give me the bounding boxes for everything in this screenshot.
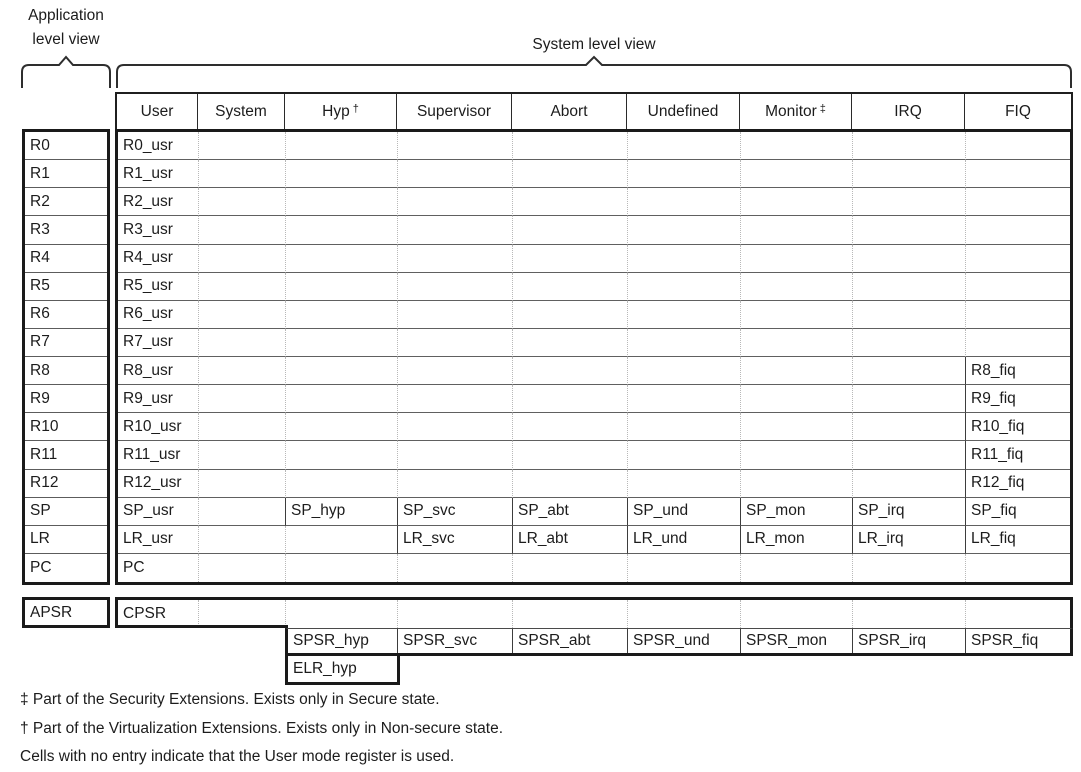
application-level-view-label [10,4,122,52]
register-cell-sp_irq: SP_irq [852,498,965,526]
empty-cell [397,245,512,273]
empty-cell [512,273,627,301]
column-header-monitor: Monitor ‡ [739,94,851,129]
empty-cell [198,441,285,469]
app-register-r11: R11 [25,441,107,469]
elr-hyp-box: ELR_hyp [285,656,400,685]
empty-cell [965,600,1070,628]
empty-cell [198,273,285,301]
empty-cell [285,357,397,385]
empty-cell [740,301,852,329]
empty-cell [198,216,285,244]
register-cell-r5_usr: R5_usr [118,273,198,301]
footnote-marker: † [352,102,359,115]
register-cell-r9_fiq: R9_fiq [965,385,1070,413]
empty-cell [740,160,852,188]
cpsr-bottom-border [115,625,288,628]
empty-cell [198,413,285,441]
mode-header-row [115,92,1073,129]
register-cell-sp_abt: SP_abt [512,498,627,526]
empty-cell [740,188,852,216]
empty-cell [852,273,965,301]
empty-cell [627,273,740,301]
empty-cell [852,357,965,385]
empty-cell [512,600,627,628]
apsr-box: APSR [22,597,110,628]
empty-cell [852,441,965,469]
empty-cell [397,301,512,329]
banked-register-grid [115,129,1073,585]
empty-cell [965,329,1070,357]
register-cell-sp_und: SP_und [627,498,740,526]
register-cell-r11_usr: R11_usr [118,441,198,469]
app-register-r7: R7 [25,329,107,357]
empty-cell [740,132,852,160]
empty-cell [965,216,1070,244]
empty-cell [627,554,740,582]
empty-cell [627,301,740,329]
register-cell-r10_usr: R10_usr [118,413,198,441]
empty-cell [198,245,285,273]
column-header-abort: Abort [511,94,626,129]
app-register-r4: R4 [25,245,107,273]
app-register-r10: R10 [25,413,107,441]
empty-cell [198,600,285,628]
empty-cell [512,216,627,244]
empty-cell [852,554,965,582]
empty-cell [285,329,397,357]
empty-cell [852,385,965,413]
empty-cell [740,470,852,498]
empty-cell [397,600,512,628]
empty-cell [965,132,1070,160]
empty-cell [512,160,627,188]
empty-cell [285,385,397,413]
empty-cell [512,357,627,385]
empty-cell [627,600,740,628]
empty-cell [627,188,740,216]
empty-cell [397,329,512,357]
app-register-column [22,129,110,585]
register-cell-r6_usr: R6_usr [118,301,198,329]
empty-cell [285,245,397,273]
empty-cell [627,132,740,160]
footnote-security-extensions: ‡ Part of the Security Extensions. Exists only in Secure state. [20,691,440,708]
empty-cell [198,160,285,188]
empty-cell [198,357,285,385]
empty-cell [512,441,627,469]
column-header-system: System [197,94,284,129]
empty-cell [512,245,627,273]
register-cell-r8_usr: R8_usr [118,357,198,385]
empty-cell [852,301,965,329]
empty-cell [285,301,397,329]
empty-cell [198,188,285,216]
footnote-marker: ‡ [819,102,826,115]
register-cell-r2_usr: R2_usr [118,188,198,216]
system-view-brace [115,55,1073,89]
register-cell-r1_usr: R1_usr [118,160,198,188]
empty-cell [965,245,1070,273]
app-register-r12: R12 [25,470,107,498]
empty-cell [285,273,397,301]
system-level-view-label: System level view [532,36,656,53]
register-cell-sp_svc: SP_svc [397,498,512,526]
empty-cell [627,441,740,469]
register-cell-lr_abt: LR_abt [512,526,627,554]
empty-cell [397,413,512,441]
empty-cell [285,216,397,244]
empty-cell [198,554,285,582]
register-cell-spsr_und: SPSR_und [627,629,740,653]
empty-cell [852,188,965,216]
register-cell-sp_fiq: SP_fiq [965,498,1070,526]
app-register-lr: LR [25,526,107,554]
app-register-pc: PC [30,558,52,576]
empty-cell [285,600,397,628]
register-cell-r12_fiq: R12_fiq [965,470,1070,498]
empty-cell [285,470,397,498]
empty-cell [397,554,512,582]
application-view-brace [20,55,112,89]
empty-cell [285,554,397,582]
empty-cell [512,385,627,413]
app-register-r6: R6 [25,301,107,329]
cpsr-row [115,597,1073,628]
empty-cell [627,329,740,357]
empty-cell [740,245,852,273]
empty-cell [740,441,852,469]
register-cell-r12_usr: R12_usr [118,470,198,498]
register-cell-lr_fiq: LR_fiq [965,526,1070,554]
column-header-fiq: FIQ [964,94,1071,129]
register-cell-r4_usr: R4_usr [118,245,198,273]
empty-cell [198,132,285,160]
register-cell-sp_hyp: SP_hyp [285,498,397,526]
empty-cell [852,245,965,273]
empty-cell [198,301,285,329]
register-cell-spsr_hyp: SPSR_hyp [293,632,369,649]
spsr-row [285,628,1073,656]
empty-cell [285,132,397,160]
empty-cell [852,160,965,188]
empty-cell [852,470,965,498]
app-register-r9: R9 [25,385,107,413]
empty-cell [965,160,1070,188]
register-cell-spsr_abt: SPSR_abt [512,629,627,653]
empty-cell [512,132,627,160]
empty-cell [852,413,965,441]
empty-cell [627,470,740,498]
empty-cell [965,301,1070,329]
empty-cell [852,132,965,160]
empty-cell [627,160,740,188]
empty-cell [740,600,852,628]
register-cell-lr_mon: LR_mon [740,526,852,554]
register-cell-spsr_svc: SPSR_svc [397,629,512,653]
empty-cell [285,526,397,554]
empty-cell [397,385,512,413]
empty-cell [740,357,852,385]
empty-cell [627,245,740,273]
app-register-r3: R3 [25,216,107,244]
app-register-sp: SP [25,498,107,526]
empty-cell [852,216,965,244]
empty-cell [965,188,1070,216]
register-cell-lr_svc: LR_svc [397,526,512,554]
empty-cell [397,441,512,469]
register-cell-sp_usr: SP_usr [118,498,198,526]
empty-cell [740,273,852,301]
register-cell-r11_fiq: R11_fiq [965,441,1070,469]
empty-cell [740,329,852,357]
empty-cell [627,357,740,385]
empty-cell [740,216,852,244]
empty-cell [512,329,627,357]
empty-cell [397,357,512,385]
register-cell-r8_fiq: R8_fiq [965,357,1070,385]
empty-cell [965,554,1070,582]
empty-cell [397,273,512,301]
app-register-r8: R8 [25,357,107,385]
column-header-irq: IRQ [851,94,964,129]
register-cell-pc: PC [123,558,145,576]
empty-cell [627,216,740,244]
empty-cell [627,385,740,413]
app-register-r0: R0 [25,132,107,160]
empty-cell [198,470,285,498]
empty-cell [512,554,627,582]
register-cell-lr_usr: LR_usr [118,526,198,554]
empty-cell [285,413,397,441]
empty-cell [285,160,397,188]
empty-cell [285,188,397,216]
empty-cell [512,413,627,441]
register-cell-cpsr: CPSR [123,605,167,622]
register-cell-spsr_irq: SPSR_irq [852,629,965,653]
register-cell-spsr_fiq: SPSR_fiq [965,629,1070,653]
empty-cell [397,132,512,160]
empty-cell [285,441,397,469]
register-cell-lr_irq: LR_irq [852,526,965,554]
empty-cell [512,188,627,216]
empty-cell [740,385,852,413]
footnote-empty-cells: Cells with no entry indicate that the User mode register is used. [20,748,455,765]
column-header-user: User [140,102,174,120]
empty-cell [198,329,285,357]
column-header-supervisor: Supervisor [396,94,511,129]
empty-cell [512,470,627,498]
application-level-view-line1: Application [28,7,104,24]
register-cell-spsr_mon: SPSR_mon [740,629,852,653]
register-cell-r9_usr: R9_usr [118,385,198,413]
app-register-r1: R1 [25,160,107,188]
empty-cell [397,160,512,188]
register-cell-r10_fiq: R10_fiq [965,413,1070,441]
register-cell-r3_usr: R3_usr [118,216,198,244]
empty-cell [397,188,512,216]
empty-cell [397,470,512,498]
column-header-hyp: Hyp † [284,94,396,129]
empty-cell [198,385,285,413]
empty-cell [852,329,965,357]
empty-cell [198,498,285,526]
app-register-r2: R2 [25,188,107,216]
empty-cell [627,413,740,441]
app-register-r5: R5 [25,273,107,301]
empty-cell [512,301,627,329]
register-cell-sp_mon: SP_mon [740,498,852,526]
footnotes [20,686,503,772]
empty-cell [397,216,512,244]
empty-cell [198,526,285,554]
footnote-virtualization-extensions: † Part of the Virtualization Extensions. Exists only in Non-secure state. [20,719,504,737]
empty-cell [965,273,1070,301]
empty-cell [852,600,965,628]
register-cell-r0_usr: R0_usr [118,132,198,160]
register-cell-r7_usr: R7_usr [118,329,198,357]
register-cell-lr_und: LR_und [627,526,740,554]
application-level-view-line2: level view [32,31,100,48]
empty-cell [740,554,852,582]
column-header-undefined: Undefined [626,94,739,129]
empty-cell [740,413,852,441]
